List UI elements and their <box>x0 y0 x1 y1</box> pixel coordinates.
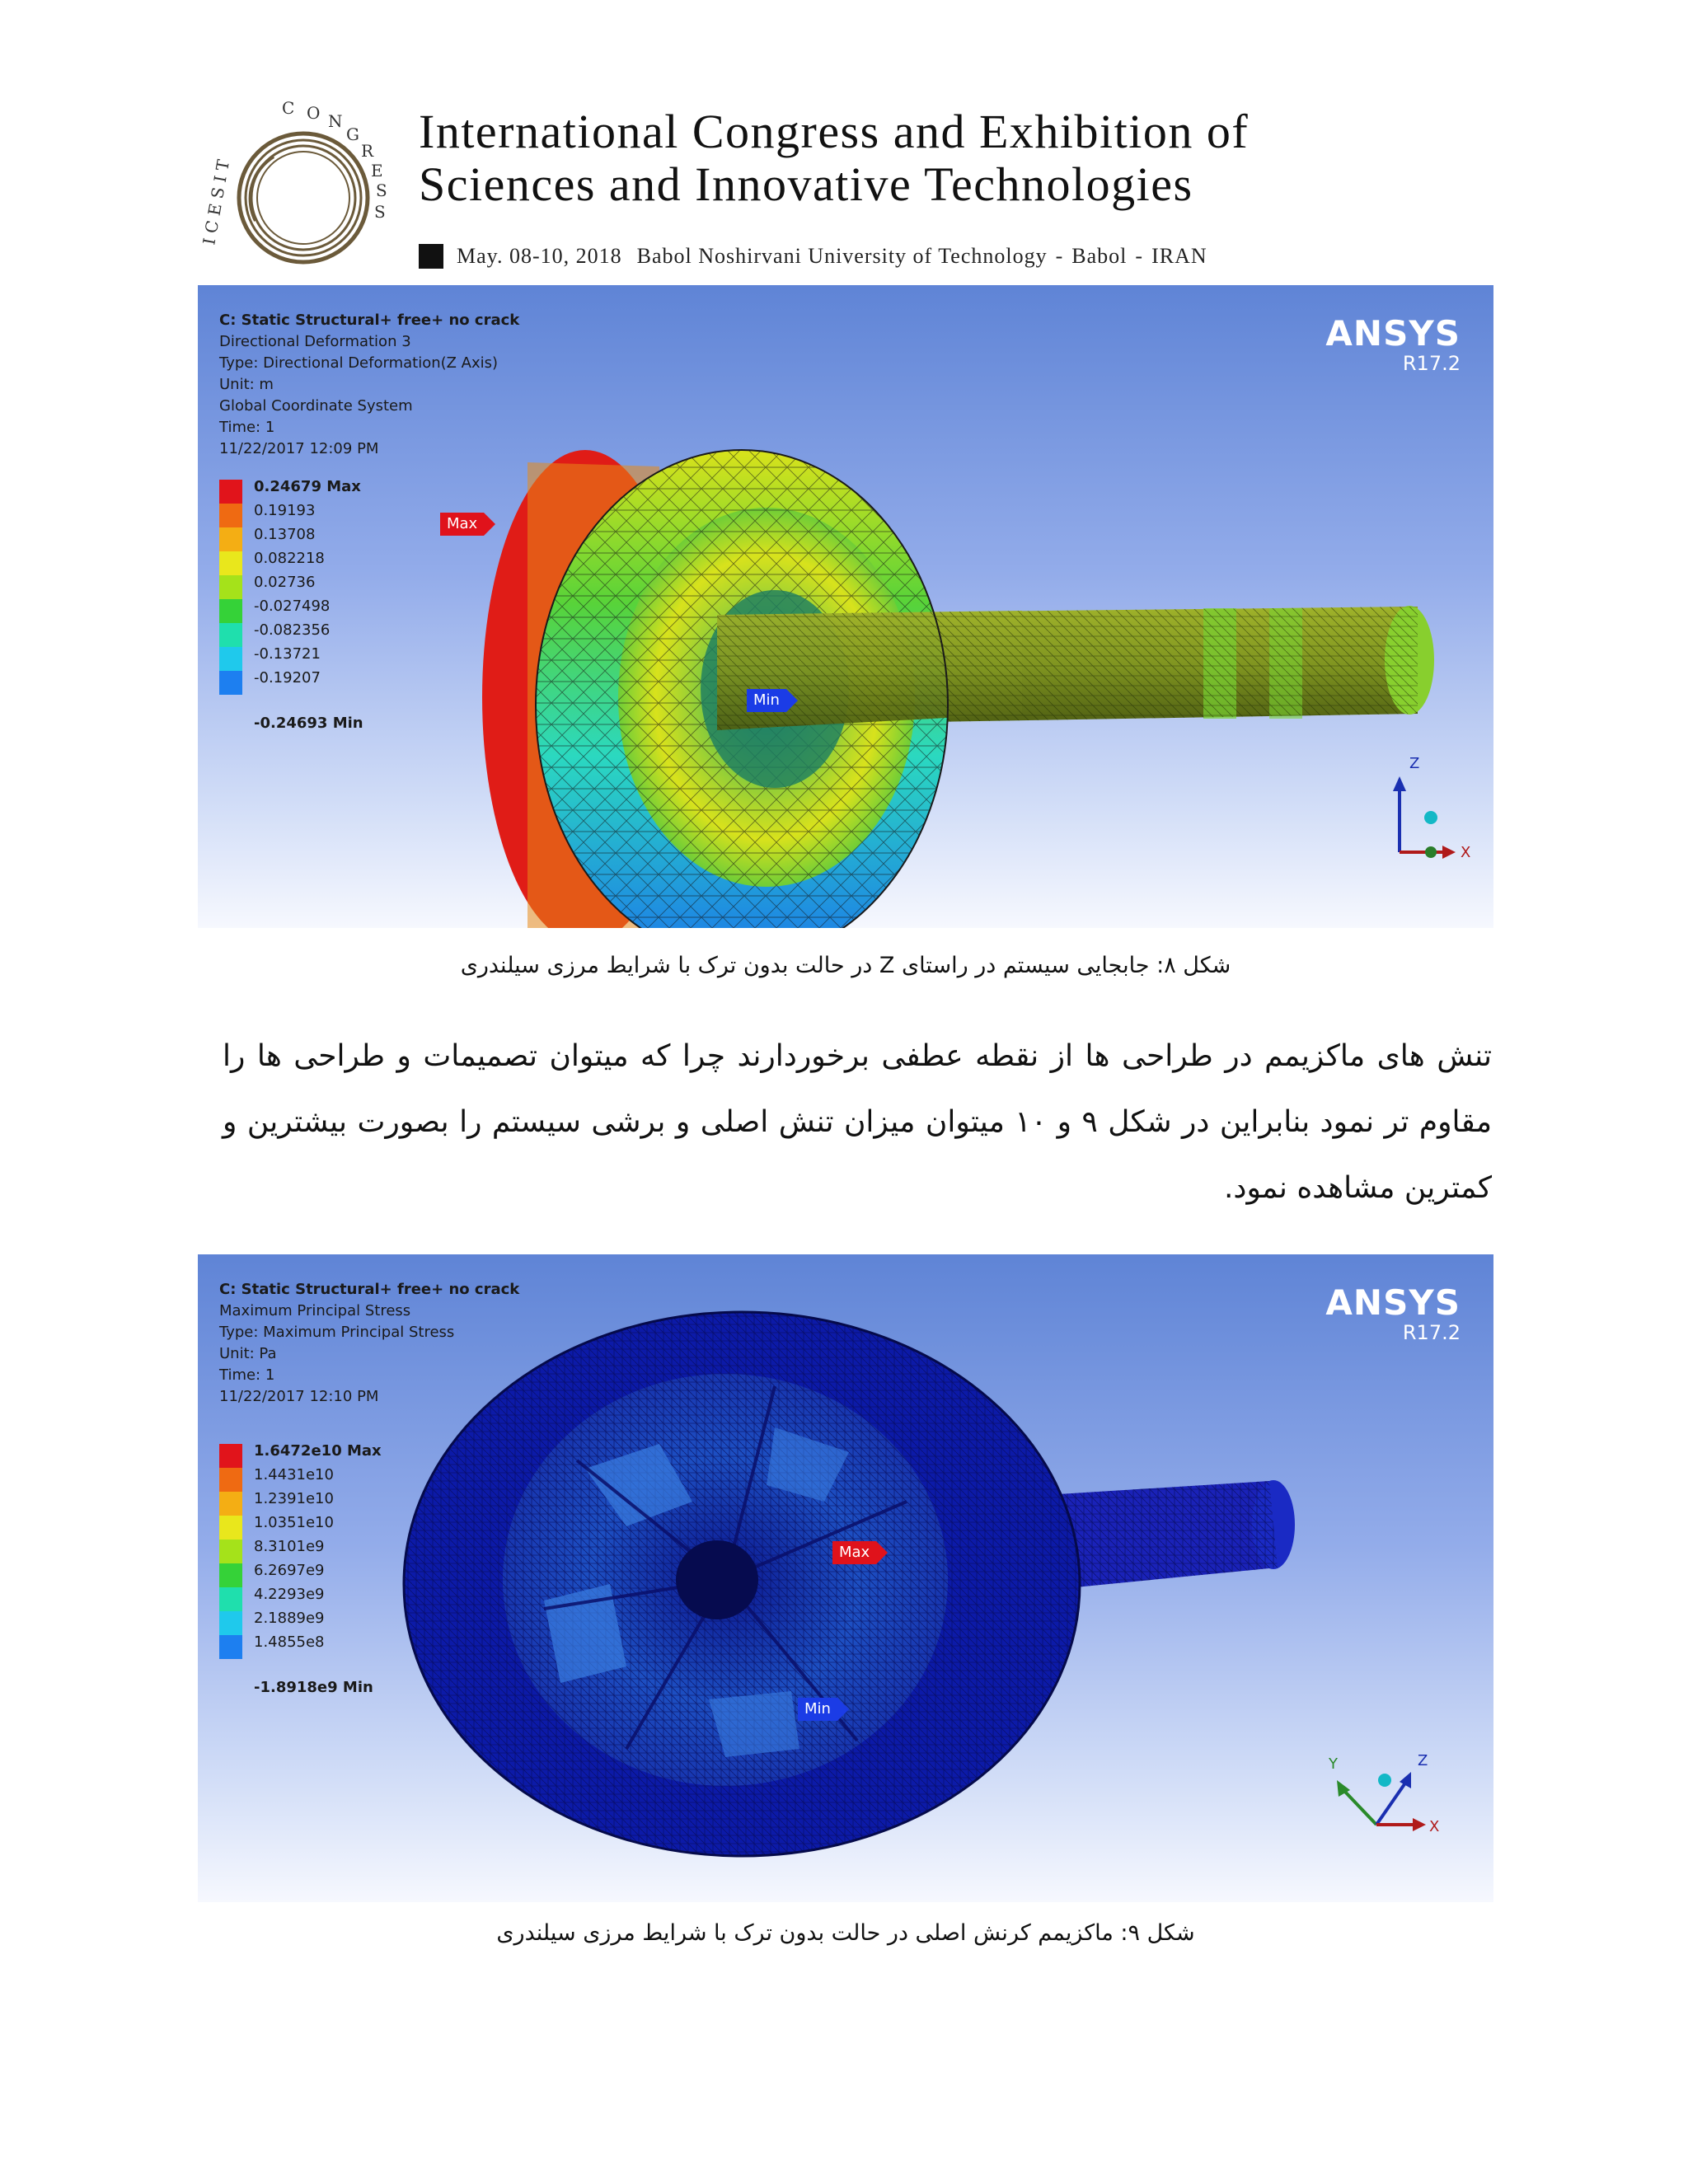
congress-logo <box>198 97 412 279</box>
congress-venue: Babol Noshirvani University of Technology <box>636 244 1048 268</box>
ansys-version: R17.2 <box>1402 1321 1461 1344</box>
legend-value: 6.2697e9 <box>254 1562 325 1579</box>
svg-text:S: S <box>376 180 387 200</box>
figure-8-ansys-deformation <box>198 285 1493 928</box>
result-unit: Unit: m <box>219 376 274 393</box>
min-probe-label: Min <box>747 689 786 712</box>
figure-8-caption: شکل ۸: جابجایی سیستم در راستای Z در حالت بدون ترک با شرایط مرزی سیلندری <box>460 953 1231 978</box>
svg-text:O: O <box>307 103 321 123</box>
axis-x-label: X <box>1429 1818 1440 1835</box>
result-name: Maximum Principal Stress <box>219 1302 411 1319</box>
congress-date: May. 08-10, 2018 <box>457 244 622 268</box>
legend-swatch <box>219 480 242 504</box>
legend-value: 1.2391e10 <box>254 1490 334 1507</box>
analysis-title: C: Static Structural+ free+ no crack <box>219 1281 520 1298</box>
legend-swatch <box>219 671 242 695</box>
max-probe-label: Max <box>440 513 484 536</box>
legend-value: 0.24679 Max <box>254 478 361 495</box>
congress-logo-rings-icon <box>198 97 412 279</box>
result-name: Directional Deformation 3 <box>219 333 411 350</box>
axis-x-label: X <box>1461 844 1471 861</box>
legend-swatch <box>219 1468 242 1492</box>
congress-title-line1: International Congress and Exhibition of <box>419 105 1250 158</box>
legend-swatch <box>219 1516 242 1540</box>
min-probe-label: Min <box>798 1698 837 1721</box>
legend-value: 1.4431e10 <box>254 1466 334 1483</box>
axis-triad <box>1327 1732 1442 1840</box>
legend-value: -1.8918e9 Min <box>254 1679 373 1696</box>
legend-value: 1.0351e10 <box>254 1514 334 1531</box>
city-separator: - <box>1135 244 1144 268</box>
svg-text:N: N <box>328 111 343 131</box>
congress-header <box>198 97 1368 279</box>
axis-triad-icon <box>1376 755 1475 862</box>
legend-value: -0.19207 <box>254 669 321 687</box>
legend-value: 8.3101e9 <box>254 1538 325 1555</box>
legend-swatch <box>219 1635 242 1659</box>
legend-value: -0.13721 <box>254 645 321 663</box>
result-type: Type: Maximum Principal Stress <box>219 1324 455 1341</box>
body-paragraph: تنش های ماکزیمم در طراحی ها از نقطه عطفی برخوردارند چرا که میتوان تصمیمات و طراحی ها را مقاوم تر نمود بنابراین در شکل ۹ و ۱۰ میتوان میزان تنش اصلی و برشی سیستم را بصورت بیشترین و کمترین مشاهده نمود. <box>223 1039 1492 1205</box>
legend-swatch <box>219 527 242 551</box>
svg-text:C: C <box>282 98 295 118</box>
congress-date-venue <box>419 244 1207 269</box>
ansys-logo: ANSYS <box>1325 1282 1461 1323</box>
figure-9-ansys-principal-stress <box>198 1254 1493 1902</box>
legend-value: 4.2293e9 <box>254 1586 325 1603</box>
legend-value: 0.13708 <box>254 526 316 543</box>
legend-value: -0.082356 <box>254 621 331 639</box>
result-time: Time: 1 <box>219 1366 275 1384</box>
legend-value: 1.6472e10 Max <box>254 1442 382 1460</box>
max-probe-label: Max <box>832 1541 876 1564</box>
result-info-block <box>219 310 519 460</box>
result-info-block <box>219 1279 519 1408</box>
legend-swatch <box>219 504 242 527</box>
legend-swatch <box>219 1540 242 1563</box>
legend-swatch <box>219 647 242 671</box>
legend-value: 0.02736 <box>254 574 316 591</box>
svg-text:E: E <box>371 161 383 180</box>
legend-value: 0.082218 <box>254 550 325 567</box>
result-datetime: 11/22/2017 12:10 PM <box>219 1388 379 1405</box>
legend-value: -0.027498 <box>254 598 331 615</box>
svg-text:R: R <box>361 141 374 161</box>
date-bullet-square-icon <box>419 244 443 269</box>
result-unit: Unit: Pa <box>219 1345 277 1362</box>
result-time: Time: 1 <box>219 419 275 436</box>
ansys-logo: ANSYS <box>1325 313 1461 354</box>
legend-swatch <box>219 623 242 647</box>
legend-swatch <box>219 1611 242 1635</box>
analysis-title: C: Static Structural+ free+ no crack <box>219 312 520 329</box>
axis-triad-icon <box>1327 1732 1442 1840</box>
legend-swatch <box>219 1563 242 1587</box>
legend-swatch <box>219 599 242 623</box>
legend-swatch <box>219 575 242 599</box>
congress-title-line2: Sciences and Innovative Technologies <box>419 157 1193 211</box>
svg-text:G: G <box>346 124 359 144</box>
svg-text:I C E S I T: I C E S I T <box>199 157 234 246</box>
axis-y-label: Y <box>1329 1755 1338 1773</box>
legend-swatch <box>219 1587 242 1611</box>
ansys-version: R17.2 <box>1402 352 1461 375</box>
axis-triad <box>1376 755 1475 862</box>
svg-text:S: S <box>374 202 386 222</box>
axis-z-label: Z <box>1418 1752 1428 1769</box>
ansys-branding <box>1325 1284 1461 1343</box>
legend-value: 1.4855e8 <box>254 1633 325 1651</box>
legend-value: 2.1889e9 <box>254 1610 325 1627</box>
result-type: Type: Directional Deformation(Z Axis) <box>219 354 499 372</box>
ansys-branding <box>1325 315 1461 374</box>
venue-separator: - <box>1055 244 1064 268</box>
legend-swatch <box>219 1492 242 1516</box>
axis-z-label: Z <box>1409 755 1420 772</box>
legend-value: -0.24693 Min <box>254 715 363 732</box>
congress-country: IRAN <box>1151 244 1207 268</box>
legend-value: 0.19193 <box>254 502 316 519</box>
congress-city: Babol <box>1071 244 1128 268</box>
legend-swatch <box>219 1444 242 1468</box>
figure-9-caption: شکل ۹: ماکزیمم کرنش اصلی در حالت بدون ترک با شرایط مرزی سیلندری <box>496 1920 1195 1946</box>
coordinate-system: Global Coordinate System <box>219 397 413 415</box>
result-datetime: 11/22/2017 12:09 PM <box>219 440 379 457</box>
legend-swatch <box>219 551 242 575</box>
